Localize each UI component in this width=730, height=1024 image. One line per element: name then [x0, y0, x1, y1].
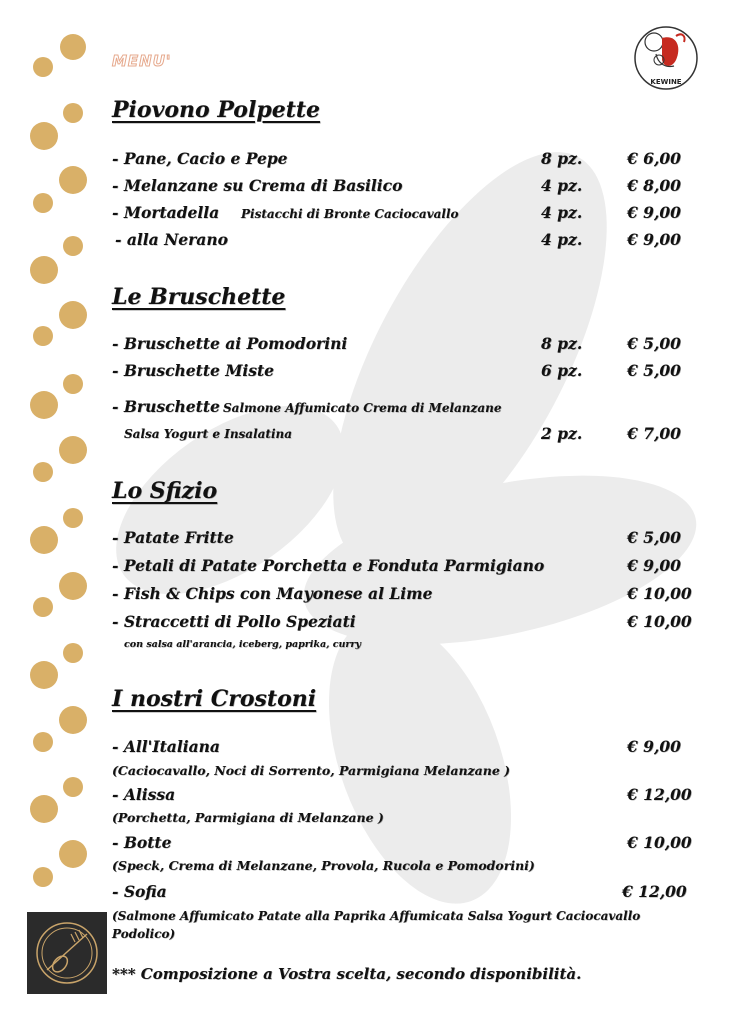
- section-title: Le Bruschette: [112, 284, 286, 310]
- section-title: Piovono Polpette: [112, 97, 321, 123]
- menu-label: MENU': [112, 52, 172, 70]
- menu-item-detail: (Caciocavallo, Noci di Sorrento, Parmigiana Melanzane ): [112, 763, 511, 778]
- menu-item-detail: (Porchetta, Parmigiana di Melanzane ): [112, 810, 384, 825]
- menu-item-qty: 6 pz.: [541, 361, 583, 380]
- menu-item-qty: 4 pz.: [541, 176, 583, 195]
- menu-item-price: € 9,00: [627, 230, 681, 249]
- menu-item-name: - alla Nerano: [115, 230, 228, 249]
- kewine-logo: [632, 24, 700, 92]
- menu-item-name: - Alissa: [112, 785, 176, 804]
- decorative-dots: [0, 0, 110, 1024]
- menu-item-qty: 2 pz.: [541, 424, 583, 443]
- menu-item-detail: (Salmone Affumicato Patate alla Paprika Affumicata Salsa Yogurt Caciocavallo: [112, 909, 641, 923]
- menu-item-name: - Sofia: [112, 882, 167, 901]
- menu-item-qty: 4 pz.: [541, 230, 583, 249]
- menu-item-price: € 5,00: [627, 334, 681, 353]
- menu-item-name: - Straccetti di Pollo Speziati: [112, 612, 356, 631]
- menu-item-price: € 8,00: [627, 176, 681, 195]
- menu-item-price: € 10,00: [627, 584, 692, 603]
- logo-text: KEWINE: [650, 78, 682, 86]
- menu-item-detail: Salsa Yogurt e Insalatina: [124, 427, 293, 441]
- menu-item-price: € 9,00: [627, 737, 681, 756]
- menu-item-name: - Fish & Chips con Mayonese al Lime: [112, 584, 433, 603]
- menu-item-price: € 5,00: [627, 361, 681, 380]
- menu-item-qty: 4 pz.: [541, 203, 583, 222]
- menu-item-name: - Mortadella: [112, 203, 220, 222]
- menu-item-price: € 12,00: [622, 882, 687, 901]
- menu-item-name: - Bruschette ai Pomodorini: [112, 334, 348, 353]
- menu-item-detail: con salsa all'arancia, iceberg, paprika, curry: [124, 639, 361, 650]
- menu-item-price: € 10,00: [627, 612, 692, 631]
- menu-item-name: - Pane, Cacio e Pepe: [112, 149, 288, 168]
- menu-item-qty: 8 pz.: [541, 149, 583, 168]
- footer-note: *** Composizione a Vostra scelta, secondo disponibilità.: [112, 965, 582, 983]
- menu-item-detail: Pistacchi di Bronte Caciocavallo: [241, 207, 459, 221]
- menu-item-name: - Patate Fritte: [112, 528, 234, 547]
- menu-item-name: - All'Italiana: [112, 737, 220, 756]
- section-title: Lo Sfizio: [112, 478, 218, 504]
- menu-item-name: - Melanzane su Crema di Basilico: [112, 176, 403, 195]
- menu-item-qty: 8 pz.: [541, 334, 583, 353]
- menu-item-name: - Botte: [112, 833, 172, 852]
- menu-item-price: € 9,00: [627, 556, 681, 575]
- menu-item-price: € 9,00: [627, 203, 681, 222]
- menu-item-price: € 12,00: [627, 785, 692, 804]
- menu-item-name: - Bruschette: [112, 397, 220, 416]
- menu-item-price: € 10,00: [627, 833, 692, 852]
- section-title: I nostri Crostoni: [112, 686, 317, 712]
- plate-cutlery-icon: [27, 912, 107, 994]
- menu-item-name: - Bruschette Miste: [112, 361, 275, 380]
- menu-item-detail: (Speck, Crema di Melanzane, Provola, Rucola e Pomodorini): [112, 858, 535, 873]
- menu-item-detail: Salmone Affumicato Crema di Melanzane: [223, 401, 502, 415]
- menu-item-detail: Podolico): [112, 927, 176, 941]
- menu-item-price: € 5,00: [627, 528, 681, 547]
- menu-item-price: € 6,00: [627, 149, 681, 168]
- menu-item-name: - Petali di Patate Porchetta e Fonduta Parmigiano: [112, 556, 545, 575]
- menu-item-price: € 7,00: [627, 424, 681, 443]
